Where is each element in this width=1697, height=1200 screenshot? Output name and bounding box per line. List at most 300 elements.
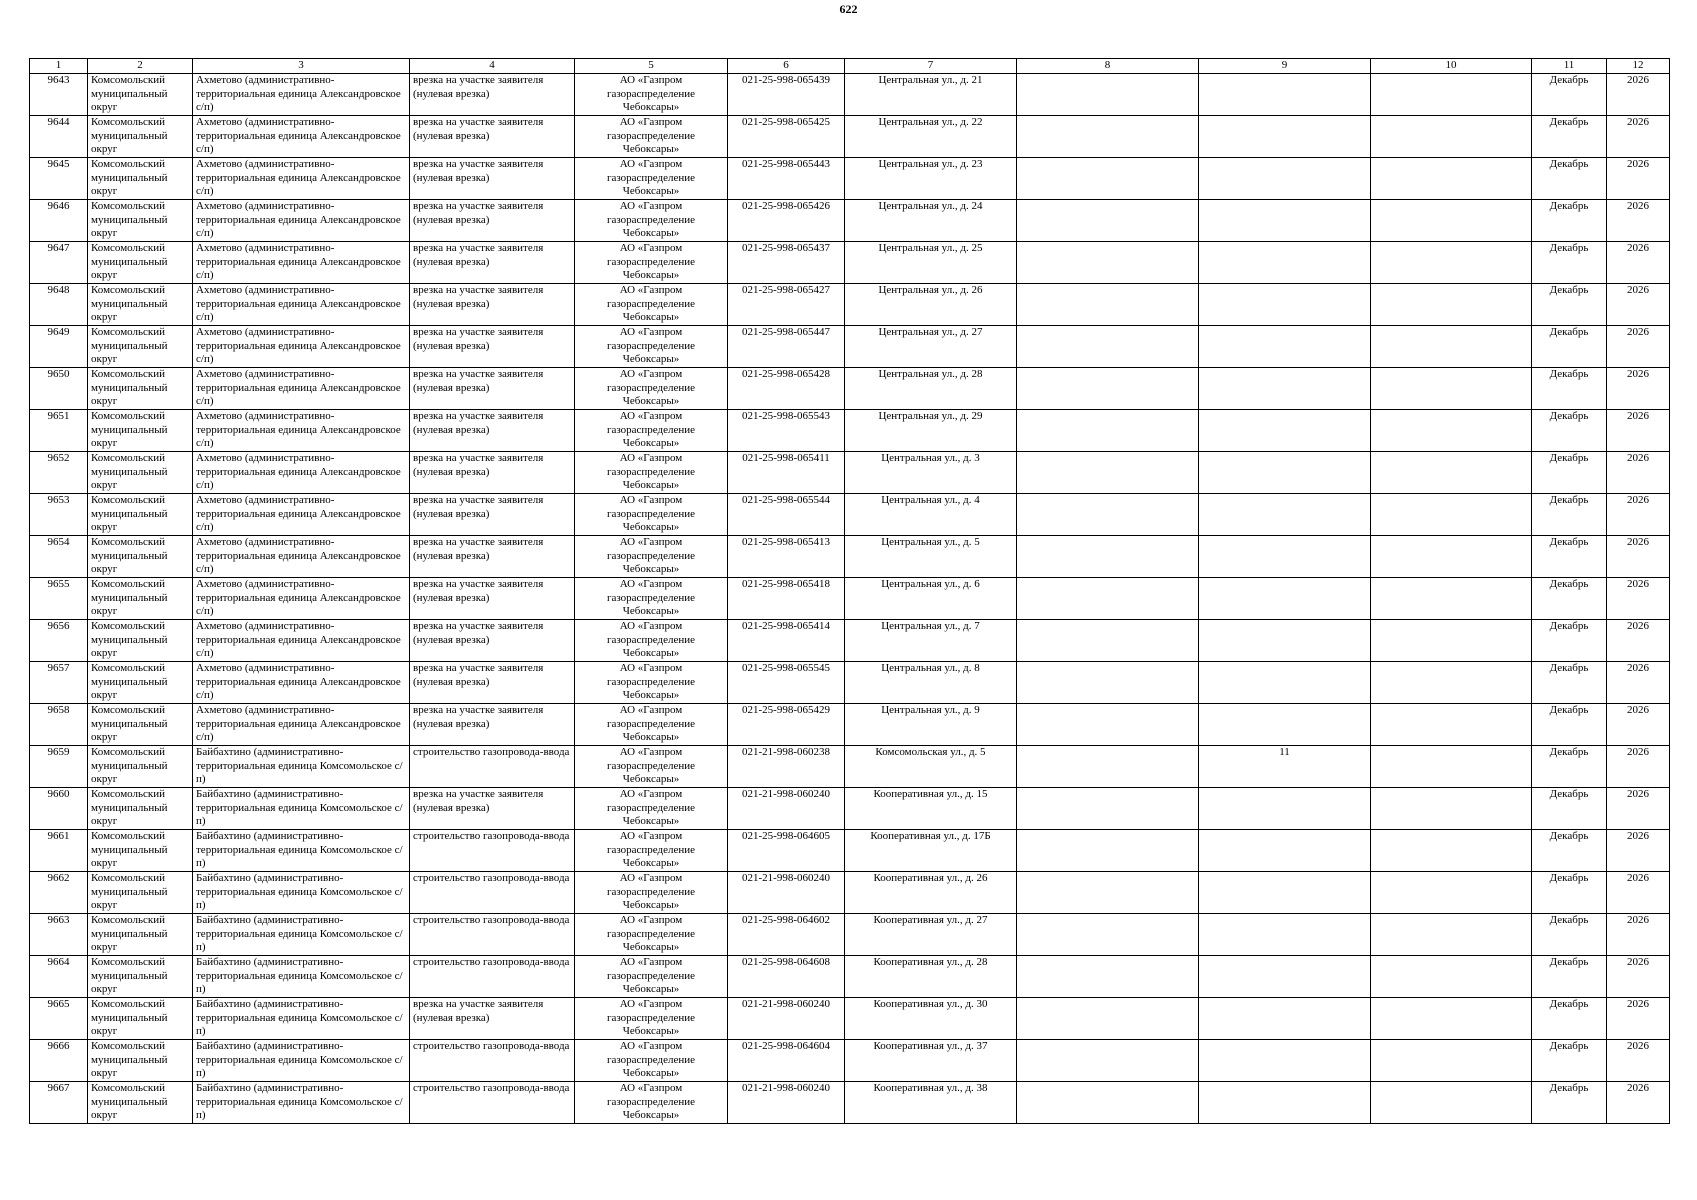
work-type-cell xyxy=(410,410,575,452)
address-cell-text: Центральная ул., д. 24 xyxy=(878,200,983,212)
organization-cell-text: АО «Газпром газораспределение Чебоксары» xyxy=(606,662,696,702)
year-cell-text: 2026 xyxy=(1627,326,1649,338)
row-number-text: 9666 xyxy=(47,1040,70,1052)
district-cell xyxy=(88,620,193,662)
work-type-cell xyxy=(410,536,575,578)
year-cell xyxy=(1607,494,1670,536)
row-number-text: 9643 xyxy=(47,74,70,86)
object-code-cell xyxy=(728,158,845,200)
work-type-cell xyxy=(410,284,575,326)
work-type-cell-text: врезка на участке заявителя (нулевая врезка) xyxy=(413,284,544,310)
address-cell xyxy=(845,578,1017,620)
column-9-cell xyxy=(1199,788,1371,830)
object-code-cell xyxy=(728,116,845,158)
settlement-cell xyxy=(193,914,410,956)
table-row xyxy=(30,620,1670,662)
object-code-cell-text: 021-25-998-065447 xyxy=(742,326,830,338)
column-8-cell xyxy=(1017,872,1199,914)
district-cell-text: Комсомольский муниципальный округ xyxy=(91,914,168,954)
year-cell xyxy=(1607,998,1670,1040)
organization-cell-text: АО «Газпром газораспределение Чебоксары» xyxy=(606,536,696,576)
table-row xyxy=(30,872,1670,914)
row-number xyxy=(30,284,88,326)
year-cell-text: 2026 xyxy=(1627,578,1649,590)
object-code-cell-text: 021-25-998-065413 xyxy=(742,536,830,548)
organization-cell-text: АО «Газпром газораспределение Чебоксары» xyxy=(606,200,696,240)
work-type-cell-text: врезка на участке заявителя (нулевая врезка) xyxy=(413,662,544,688)
year-cell xyxy=(1607,242,1670,284)
table-row xyxy=(30,326,1670,368)
address-cell-text: Центральная ул., д. 22 xyxy=(878,116,983,128)
work-type-cell-text: врезка на участке заявителя (нулевая врезка) xyxy=(413,494,544,520)
district-cell-text: Комсомольский муниципальный округ xyxy=(91,956,168,996)
row-number xyxy=(30,914,88,956)
work-type-cell xyxy=(410,662,575,704)
settlement-cell-text: Ахметово (административно-территориальная единица Александровское с/п) xyxy=(196,620,401,660)
column-9-cell xyxy=(1199,494,1371,536)
column-8-cell xyxy=(1017,368,1199,410)
month-cell-text: Декабрь xyxy=(1549,158,1589,170)
address-cell-text: Центральная ул., д. 7 xyxy=(881,620,980,632)
table-row xyxy=(30,914,1670,956)
column-9-cell xyxy=(1199,914,1371,956)
row-number-text: 9649 xyxy=(47,326,70,338)
object-code-cell xyxy=(728,872,845,914)
district-cell-text: Комсомольский муниципальный округ xyxy=(91,410,168,450)
work-type-cell xyxy=(410,1082,575,1124)
column-header-7: 7 xyxy=(845,59,1017,74)
district-cell-text: Комсомольский муниципальный округ xyxy=(91,326,168,366)
district-cell xyxy=(88,116,193,158)
organization-cell xyxy=(575,536,728,578)
organization-cell xyxy=(575,410,728,452)
column-10-cell xyxy=(1371,452,1532,494)
organization-cell-text: АО «Газпром газораспределение Чебоксары» xyxy=(606,494,696,534)
settlement-cell xyxy=(193,200,410,242)
month-cell xyxy=(1532,620,1607,662)
address-cell-text: Центральная ул., д. 6 xyxy=(881,578,980,590)
page-number: 622 xyxy=(839,2,858,16)
year-cell-text: 2026 xyxy=(1627,242,1649,254)
table-row xyxy=(30,956,1670,998)
month-cell-text: Декабрь xyxy=(1549,578,1589,590)
month-cell-text: Декабрь xyxy=(1549,116,1589,128)
address-cell xyxy=(845,704,1017,746)
column-9-cell xyxy=(1199,872,1371,914)
column-8-cell xyxy=(1017,200,1199,242)
address-cell xyxy=(845,284,1017,326)
year-cell xyxy=(1607,284,1670,326)
address-cell xyxy=(845,200,1017,242)
column-9-cell xyxy=(1199,452,1371,494)
year-cell-text: 2026 xyxy=(1627,704,1649,716)
address-cell-text: Кооперативная ул., д. 26 xyxy=(873,872,988,884)
object-code-cell-text: 021-25-998-065437 xyxy=(742,242,830,254)
column-9-cell xyxy=(1199,326,1371,368)
district-cell-text: Комсомольский муниципальный округ xyxy=(91,158,168,198)
year-cell xyxy=(1607,830,1670,872)
month-cell-text: Декабрь xyxy=(1549,1040,1589,1052)
year-cell xyxy=(1607,326,1670,368)
district-cell xyxy=(88,368,193,410)
month-cell xyxy=(1532,578,1607,620)
month-cell xyxy=(1532,242,1607,284)
year-cell xyxy=(1607,1040,1670,1082)
row-number xyxy=(30,872,88,914)
settlement-cell xyxy=(193,620,410,662)
column-8-cell xyxy=(1017,74,1199,116)
month-cell xyxy=(1532,326,1607,368)
organization-cell xyxy=(575,74,728,116)
settlement-cell-text: Ахметово (административно-территориальная единица Александровское с/п) xyxy=(196,662,401,702)
table-row xyxy=(30,74,1670,116)
year-cell-text: 2026 xyxy=(1627,998,1649,1010)
work-type-cell xyxy=(410,452,575,494)
year-cell-text: 2026 xyxy=(1627,872,1649,884)
object-code-cell-text: 021-25-998-065411 xyxy=(742,452,830,464)
district-cell-text: Комсомольский муниципальный округ xyxy=(91,662,168,702)
row-number-text: 9653 xyxy=(47,494,70,506)
settlement-cell xyxy=(193,872,410,914)
row-number xyxy=(30,662,88,704)
settlement-cell xyxy=(193,956,410,998)
district-cell xyxy=(88,536,193,578)
settlement-cell xyxy=(193,788,410,830)
column-8-cell xyxy=(1017,242,1199,284)
object-code-cell xyxy=(728,200,845,242)
address-cell xyxy=(845,116,1017,158)
object-code-cell-text: 021-21-998-060240 xyxy=(742,872,830,884)
year-cell xyxy=(1607,662,1670,704)
object-code-cell-text: 021-25-998-065414 xyxy=(742,620,830,632)
table-row xyxy=(30,452,1670,494)
column-10-cell xyxy=(1371,116,1532,158)
organization-cell-text: АО «Газпром газораспределение Чебоксары» xyxy=(606,914,696,954)
settlement-cell-text: Ахметово (административно-территориальная единица Александровское с/п) xyxy=(196,536,401,576)
month-cell xyxy=(1532,662,1607,704)
address-cell-text: Центральная ул., д. 27 xyxy=(878,326,983,338)
column-8-cell xyxy=(1017,788,1199,830)
district-cell xyxy=(88,704,193,746)
settlement-cell xyxy=(193,368,410,410)
work-type-cell xyxy=(410,116,575,158)
work-type-cell-text: врезка на участке заявителя (нулевая врезка) xyxy=(413,704,544,730)
object-code-cell-text: 021-25-998-065427 xyxy=(742,284,830,296)
month-cell xyxy=(1532,200,1607,242)
year-cell xyxy=(1607,788,1670,830)
work-type-cell-text: врезка на участке заявителя (нулевая врезка) xyxy=(413,368,544,394)
month-cell xyxy=(1532,788,1607,830)
organization-cell xyxy=(575,494,728,536)
month-cell-text: Декабрь xyxy=(1549,200,1589,212)
column-10-cell xyxy=(1371,158,1532,200)
organization-cell xyxy=(575,116,728,158)
row-number xyxy=(30,158,88,200)
organization-cell xyxy=(575,998,728,1040)
month-cell-text: Декабрь xyxy=(1549,1082,1589,1094)
row-number-text: 9654 xyxy=(47,536,70,548)
object-code-cell-text: 021-25-998-065426 xyxy=(742,200,830,212)
table-row xyxy=(30,704,1670,746)
work-type-cell xyxy=(410,1040,575,1082)
organization-cell-text: АО «Газпром газораспределение Чебоксары» xyxy=(606,368,696,408)
district-cell-text: Комсомольский муниципальный округ xyxy=(91,494,168,534)
row-number xyxy=(30,704,88,746)
table-row xyxy=(30,158,1670,200)
organization-cell xyxy=(575,158,728,200)
settlement-cell-text: Ахметово (административно-территориальная единица Александровское с/п) xyxy=(196,368,401,408)
district-cell-text: Комсомольский муниципальный округ xyxy=(91,200,168,240)
month-cell xyxy=(1532,704,1607,746)
month-cell xyxy=(1532,74,1607,116)
column-10-cell xyxy=(1371,200,1532,242)
row-number xyxy=(30,620,88,662)
organization-cell xyxy=(575,326,728,368)
year-cell xyxy=(1607,536,1670,578)
table-row xyxy=(30,1082,1670,1124)
object-code-cell-text: 021-21-998-060240 xyxy=(742,998,830,1010)
column-10-cell xyxy=(1371,74,1532,116)
organization-cell xyxy=(575,788,728,830)
year-cell-text: 2026 xyxy=(1627,74,1649,86)
table-row xyxy=(30,410,1670,452)
year-cell xyxy=(1607,872,1670,914)
row-number xyxy=(30,746,88,788)
object-code-cell-text: 021-25-998-065418 xyxy=(742,578,830,590)
month-cell-text: Декабрь xyxy=(1549,872,1589,884)
organization-cell-text: АО «Газпром газораспределение Чебоксары» xyxy=(606,746,696,786)
object-code-cell-text: 021-25-998-064605 xyxy=(742,830,830,842)
settlement-cell-text: Байбахтино (административно-территориальная единица Комсомольское с/п) xyxy=(196,1082,403,1122)
table-row xyxy=(30,116,1670,158)
month-cell xyxy=(1532,158,1607,200)
address-cell-text: Центральная ул., д. 29 xyxy=(878,410,983,422)
object-code-cell xyxy=(728,74,845,116)
address-cell xyxy=(845,620,1017,662)
table-row xyxy=(30,578,1670,620)
row-number xyxy=(30,242,88,284)
row-number-text: 9665 xyxy=(47,998,70,1010)
column-9-cell xyxy=(1199,74,1371,116)
table-body xyxy=(30,74,1670,1124)
address-cell xyxy=(845,746,1017,788)
year-cell xyxy=(1607,452,1670,494)
district-cell xyxy=(88,242,193,284)
column-9-cell xyxy=(1199,284,1371,326)
settlement-cell-text: Ахметово (административно-территориальная единица Александровское с/п) xyxy=(196,704,401,744)
table-row xyxy=(30,536,1670,578)
settlement-cell-text: Байбахтино (административно-территориальная единица Комсомольское с/п) xyxy=(196,998,403,1038)
column-8-cell xyxy=(1017,1082,1199,1124)
district-cell-text: Комсомольский муниципальный округ xyxy=(91,368,168,408)
object-code-cell-text: 021-21-998-060240 xyxy=(742,788,830,800)
year-cell xyxy=(1607,914,1670,956)
object-code-cell xyxy=(728,1040,845,1082)
column-9-cell xyxy=(1199,746,1371,788)
column-10-cell xyxy=(1371,410,1532,452)
column-9-cell xyxy=(1199,368,1371,410)
settlement-cell xyxy=(193,704,410,746)
column-8-cell xyxy=(1017,452,1199,494)
column-9-cell xyxy=(1199,956,1371,998)
organization-cell xyxy=(575,746,728,788)
month-cell xyxy=(1532,368,1607,410)
year-cell-text: 2026 xyxy=(1627,368,1649,380)
row-number xyxy=(30,74,88,116)
organization-cell-text: АО «Газпром газораспределение Чебоксары» xyxy=(606,284,696,324)
settlement-cell-text: Ахметово (административно-территориальная единица Александровское с/п) xyxy=(196,158,401,198)
table-row xyxy=(30,830,1670,872)
settlement-cell xyxy=(193,578,410,620)
column-8-cell xyxy=(1017,158,1199,200)
organization-cell xyxy=(575,200,728,242)
address-cell-text: Кооперативная ул., д. 17Б xyxy=(870,830,991,842)
column-9-cell xyxy=(1199,1082,1371,1124)
address-cell xyxy=(845,536,1017,578)
address-cell-text: Центральная ул., д. 9 xyxy=(881,704,980,716)
district-cell xyxy=(88,914,193,956)
settlement-cell-text: Ахметово (административно-территориальная единица Александровское с/п) xyxy=(196,116,401,156)
work-type-cell-text: строительство газопровода-ввода xyxy=(413,872,570,884)
address-cell-text: Кооперативная ул., д. 28 xyxy=(873,956,988,968)
settlement-cell-text: Ахметово (административно-территориальная единица Александровское с/п) xyxy=(196,200,401,240)
year-cell-text: 2026 xyxy=(1627,746,1649,758)
year-cell-text: 2026 xyxy=(1627,494,1649,506)
work-type-cell xyxy=(410,998,575,1040)
organization-cell xyxy=(575,1040,728,1082)
column-8-cell xyxy=(1017,116,1199,158)
settlement-cell-text: Байбахтино (административно-территориальная единица Комсомольское с/п) xyxy=(196,914,403,954)
district-cell-text: Комсомольский муниципальный округ xyxy=(91,620,168,660)
year-cell-text: 2026 xyxy=(1627,452,1649,464)
organization-cell-text: АО «Газпром газораспределение Чебоксары» xyxy=(606,788,696,828)
work-type-cell-text: врезка на участке заявителя (нулевая врезка) xyxy=(413,998,544,1024)
district-cell-text: Комсомольский муниципальный округ xyxy=(91,788,168,828)
organization-cell-text: АО «Газпром газораспределение Чебоксары» xyxy=(606,998,696,1038)
row-number-text: 9659 xyxy=(47,746,70,758)
column-10-cell xyxy=(1371,662,1532,704)
month-cell-text: Декабрь xyxy=(1549,326,1589,338)
settlement-cell-text: Ахметово (административно-территориальная единица Александровское с/п) xyxy=(196,410,401,450)
district-cell xyxy=(88,200,193,242)
month-cell-text: Декабрь xyxy=(1549,452,1589,464)
work-type-cell-text: врезка на участке заявителя (нулевая врезка) xyxy=(413,410,544,436)
column-10-cell xyxy=(1371,620,1532,662)
column-header-5: 5 xyxy=(575,59,728,74)
row-number-text: 9663 xyxy=(47,914,70,926)
year-cell xyxy=(1607,578,1670,620)
district-cell-text: Комсомольский муниципальный округ xyxy=(91,872,168,912)
settlement-cell xyxy=(193,662,410,704)
organization-cell xyxy=(575,452,728,494)
organization-cell-text: АО «Газпром газораспределение Чебоксары» xyxy=(606,830,696,870)
year-cell-text: 2026 xyxy=(1627,662,1649,674)
month-cell xyxy=(1532,830,1607,872)
table-row xyxy=(30,284,1670,326)
district-cell-text: Комсомольский муниципальный округ xyxy=(91,578,168,618)
month-cell-text: Декабрь xyxy=(1549,956,1589,968)
work-type-cell xyxy=(410,956,575,998)
month-cell xyxy=(1532,998,1607,1040)
column-header-12: 12 xyxy=(1607,59,1670,74)
object-code-cell-text: 021-25-998-064608 xyxy=(742,956,830,968)
object-code-cell xyxy=(728,326,845,368)
settlement-cell-text: Ахметово (административно-территориальная единица Александровское с/п) xyxy=(196,242,401,282)
year-cell xyxy=(1607,746,1670,788)
row-number xyxy=(30,116,88,158)
column-10-cell xyxy=(1371,872,1532,914)
month-cell-text: Декабрь xyxy=(1549,242,1589,254)
object-code-cell xyxy=(728,704,845,746)
settlement-cell xyxy=(193,74,410,116)
organization-cell xyxy=(575,620,728,662)
column-header-3: 3 xyxy=(193,59,410,74)
object-code-cell xyxy=(728,830,845,872)
year-cell xyxy=(1607,74,1670,116)
organization-cell-text: АО «Газпром газораспределение Чебоксары» xyxy=(606,872,696,912)
address-cell-text: Комсомольская ул., д. 5 xyxy=(875,746,986,758)
organization-cell xyxy=(575,662,728,704)
district-cell-text: Комсомольский муниципальный округ xyxy=(91,74,168,114)
row-number-text: 9644 xyxy=(47,116,70,128)
address-cell xyxy=(845,158,1017,200)
district-cell-text: Комсомольский муниципальный округ xyxy=(91,536,168,576)
work-type-cell-text: врезка на участке заявителя (нулевая врезка) xyxy=(413,74,544,100)
month-cell xyxy=(1532,452,1607,494)
settlement-cell-text: Байбахтино (административно-территориальная единица Комсомольское с/п) xyxy=(196,746,403,786)
month-cell-text: Декабрь xyxy=(1549,746,1589,758)
object-code-cell xyxy=(728,578,845,620)
work-type-cell-text: врезка на участке заявителя (нулевая врезка) xyxy=(413,158,544,184)
object-code-cell xyxy=(728,536,845,578)
object-code-cell xyxy=(728,242,845,284)
column-header-11: 11 xyxy=(1532,59,1607,74)
district-cell xyxy=(88,452,193,494)
object-code-cell xyxy=(728,1082,845,1124)
month-cell xyxy=(1532,1040,1607,1082)
address-cell-text: Кооперативная ул., д. 38 xyxy=(873,1082,988,1094)
year-cell-text: 2026 xyxy=(1627,116,1649,128)
column-10-cell xyxy=(1371,788,1532,830)
year-cell xyxy=(1607,620,1670,662)
address-cell xyxy=(845,872,1017,914)
row-number-text: 9652 xyxy=(47,452,70,464)
object-code-cell-text: 021-21-998-060240 xyxy=(742,1082,830,1094)
year-cell-text: 2026 xyxy=(1627,410,1649,422)
settlement-cell xyxy=(193,746,410,788)
column-10-cell xyxy=(1371,1082,1532,1124)
work-type-cell-text: врезка на участке заявителя (нулевая врезка) xyxy=(413,116,544,142)
object-code-cell xyxy=(728,662,845,704)
address-cell xyxy=(845,830,1017,872)
object-code-cell-text: 021-25-998-065544 xyxy=(742,494,830,506)
settlement-cell-text: Байбахтино (административно-территориальная единица Комсомольское с/п) xyxy=(196,1040,403,1080)
column-9-cell xyxy=(1199,200,1371,242)
district-cell xyxy=(88,326,193,368)
organization-cell-text: АО «Газпром газораспределение Чебоксары» xyxy=(606,410,696,450)
district-cell xyxy=(88,956,193,998)
object-code-cell-text: 021-25-998-064602 xyxy=(742,914,830,926)
month-cell-text: Декабрь xyxy=(1549,410,1589,422)
column-8-cell xyxy=(1017,494,1199,536)
settlement-cell xyxy=(193,116,410,158)
object-code-cell xyxy=(728,914,845,956)
object-code-cell xyxy=(728,998,845,1040)
year-cell-text: 2026 xyxy=(1627,158,1649,170)
row-number xyxy=(30,830,88,872)
organization-cell-text: АО «Газпром газораспределение Чебоксары» xyxy=(606,1082,696,1122)
column-9-cell xyxy=(1199,158,1371,200)
